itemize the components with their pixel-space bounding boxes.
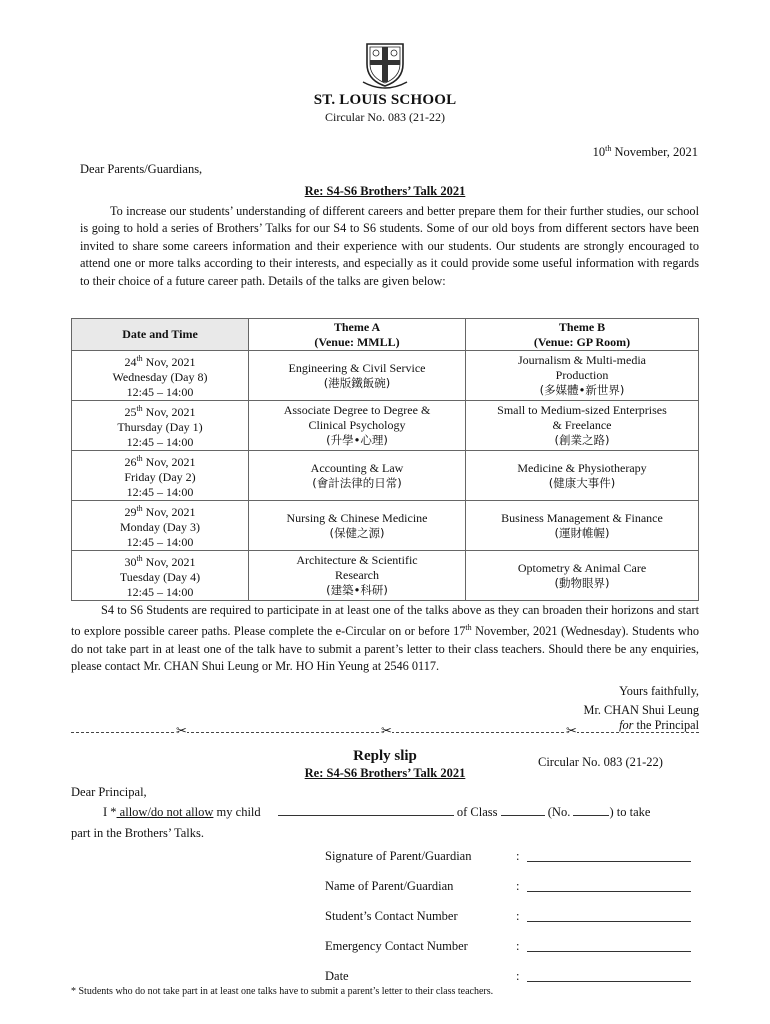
row-theme-b-cell: Medicine & Physiotherapy (健康大事件): [466, 451, 699, 501]
talks-schedule-table: [71, 318, 699, 601]
letter-date: 10th November, 2021: [592, 144, 698, 160]
row-date-cell: 25th Nov, 2021 Thursday (Day 1) 12:45 – 14:00: [72, 401, 249, 451]
scissors-icon: ✂: [176, 724, 187, 739]
row-date-cell: 29th Nov, 2021 Monday (Day 3) 12:45 – 14:00: [72, 501, 249, 551]
circular-number: Circular No. 083 (21-22): [325, 110, 445, 124]
table-row: [72, 501, 699, 551]
header-theme-b: Theme B (Venue: GP Room): [466, 319, 699, 351]
footnote: * Students who do not take part in at least one talks have to submit a parent’s letter to their class teachers.: [71, 986, 494, 997]
class-number-field[interactable]: [573, 804, 609, 816]
reply-subject: Re: S4-S6 Brothers’ Talk 2021: [304, 766, 466, 780]
table-header-row: [72, 319, 699, 351]
parent-name-field[interactable]: [527, 891, 691, 892]
date-label: Date: [325, 969, 349, 983]
signature-field[interactable]: [527, 861, 691, 862]
row-date-cell: 30th Nov, 2021 Tuesday (Day 4) 12:45 – 14:00: [72, 551, 249, 601]
intro-paragraph: To increase our students’ understanding of different careers and better prepare them for their further studies, our school is going to hold a series of Brothers’ Talks for our S4 to S6 students. Some of our old boys from different sectors have been invited to share some careers information and their experience with our students. Our students are strongly encouraged to attend one or more talks according to their interests, and especially as it could provide some useful information with regards to their choice of a future career path. Details of the talks are given below:: [80, 204, 699, 288]
row-theme-a-cell: Architecture & Scientific Research (建築•科研): [249, 551, 466, 601]
table-row: [72, 351, 699, 401]
requirements-paragraph: S4 to S6 Students are required to participate in at least one of the talks above as they can broaden their horizons and start to explore possible career paths. Please complete the e-Circular on or before 17th November, 2021 (Wednesday). Students who do not take part in at least one of the talk have to submit a parent’s letter to their class teachers. Should there be any enquiries, please contact Mr. CHAN Shui Leung or Mr. HO Hin Yeung at 2546 0117.: [71, 603, 700, 673]
field-colon: :: [516, 969, 520, 983]
reply-salutation: Dear Principal,: [71, 785, 147, 799]
header-theme-a: Theme A (Venue: MMLL): [249, 319, 466, 351]
row-theme-a-cell: Engineering & Civil Service (港版鐵飯碗): [249, 351, 466, 401]
child-name-field[interactable]: [278, 804, 454, 816]
allow-option[interactable]: allow/do not allow: [116, 805, 214, 819]
header-date-time: Date and Time: [72, 319, 249, 351]
field-colon: :: [516, 879, 520, 893]
class-field[interactable]: [501, 804, 545, 816]
row-theme-a-cell: Accounting & Law (會計法律的日常): [249, 451, 466, 501]
signer-name: Mr. CHAN Shui Leung: [583, 703, 699, 717]
subject-line: Re: S4-S6 Brothers’ Talk 2021: [304, 184, 466, 198]
closing-yours-faithfully: Yours faithfully,: [619, 684, 699, 698]
field-colon: :: [516, 939, 520, 953]
row-date-cell: 26th Nov, 2021 Friday (Day 2) 12:45 – 14:00: [72, 451, 249, 501]
row-theme-a-cell: Associate Degree to Degree & Clinical Psychology (升學•心理): [249, 401, 466, 451]
date-field[interactable]: [527, 981, 691, 982]
row-theme-b-cell: Business Management & Finance (運財帷幄): [466, 501, 699, 551]
emergency-contact-label: Emergency Contact Number: [325, 939, 468, 953]
student-contact-field[interactable]: [527, 921, 691, 922]
reply-slip-title: Reply slip: [353, 748, 417, 764]
row-theme-b-cell: Journalism & Multi-media Production (多媒體•新世界): [466, 351, 699, 401]
row-theme-a-cell: Nursing & Chinese Medicine (保健之源): [249, 501, 466, 551]
table-row: [72, 551, 699, 601]
signer-role: for the Principal: [619, 718, 699, 732]
row-date-cell: 24th Nov, 2021 Wednesday (Day 8) 12:45 – 14:00: [72, 351, 249, 401]
consent-line: I * allow/do not allow my child of Class (No. ) to take: [103, 805, 651, 819]
signature-label: Signature of Parent/Guardian: [325, 849, 472, 863]
field-colon: :: [516, 849, 520, 863]
salutation: Dear Parents/Guardians,: [80, 162, 203, 176]
scissors-icon: ✂: [566, 724, 577, 739]
scissors-icon: ✂: [381, 724, 392, 739]
consent-line-continued: part in the Brothers’ Talks.: [71, 826, 205, 840]
row-theme-b-cell: Small to Medium-sized Enterprises & Freelance (創業之路): [466, 401, 699, 451]
table-row: [72, 451, 699, 501]
table-row: [72, 401, 699, 451]
school-name: ST. LOUIS SCHOOL: [313, 92, 457, 108]
reply-circular-number: Circular No. 083 (21-22): [538, 755, 663, 769]
school-crest-logo: [361, 38, 409, 90]
emergency-contact-field[interactable]: [527, 951, 691, 952]
field-colon: :: [516, 909, 520, 923]
parent-name-label: Name of Parent/Guardian: [325, 879, 454, 893]
row-theme-b-cell: Optometry & Animal Care (動物眼界): [466, 551, 699, 601]
student-contact-label: Student’s Contact Number: [325, 909, 458, 923]
